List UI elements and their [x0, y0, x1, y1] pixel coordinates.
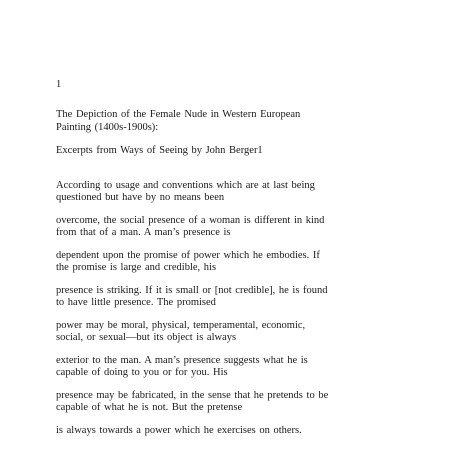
paragraph	[56, 390, 416, 415]
paragraph-line: According to usage and conventions which are at last being	[56, 179, 315, 191]
paragraph-line: presence is striking. If it is small or [not credible], he is found	[56, 284, 328, 296]
paragraph-line: dependent upon the promise of power which he embodies. If	[56, 249, 320, 261]
paragraph-line: exterior to the man. A man’s presence suggests what he is	[56, 354, 308, 366]
paragraph-line: from that of a man. A man’s presence is	[56, 227, 231, 238]
paragraph	[56, 355, 416, 380]
title-line: The Depiction of the Female Nude in Western European	[56, 109, 301, 120]
paragraph-line: capable of what he is not. But the pretense	[56, 402, 243, 413]
paragraph-line: to have little presence. The promised	[56, 297, 216, 308]
paragraph	[56, 215, 416, 240]
document-body	[56, 79, 416, 447]
paragraph-line: capable of doing to you or for you. His	[56, 367, 228, 378]
paragraph-line: overcome, the social presence of a woman is different in kind	[56, 214, 325, 226]
paragraph-line: the promise is large and credible, his	[56, 262, 217, 273]
paragraph	[56, 320, 416, 345]
paragraph-line: is always towards a power which he exercises on others.	[56, 424, 302, 436]
document-title	[56, 109, 416, 134]
title-line: Painting (1400s-1900s):	[56, 121, 159, 133]
paragraph	[56, 285, 416, 310]
paragraph-line: presence may be fabricated, in the sense that he pretends to be	[56, 389, 329, 401]
paragraph	[56, 425, 416, 438]
paragraph	[56, 250, 416, 275]
page-number: 1	[56, 79, 62, 90]
paragraph-line: social, or sexual—but its object is always	[56, 332, 237, 343]
paragraph-line: power may be moral, physical, temperamental, economic,	[56, 319, 306, 331]
document-subtitle: Excerpts from Ways of Seeing by John Berger1	[56, 145, 263, 156]
paragraph	[56, 180, 416, 205]
paragraph-line: questioned but have by no means been	[56, 192, 225, 203]
